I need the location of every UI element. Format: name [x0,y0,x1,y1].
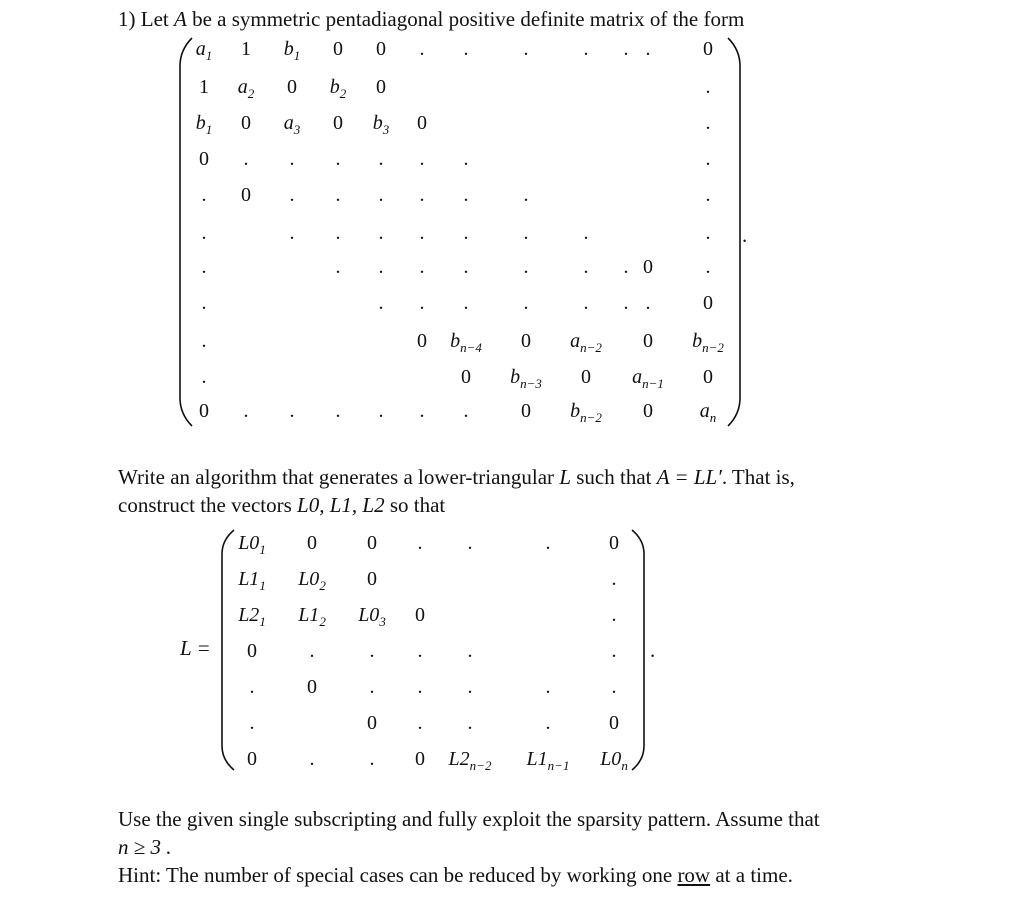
task-line1-eq: A = LL′ [656,465,722,489]
matrix-A-entry: $a_1$ [195,38,213,63]
matrix-A-entry: 0 [241,184,251,206]
matrix-A-entry: . [289,400,295,422]
matrix-A-entry: . [645,38,651,60]
task-line-1 [118,464,795,490]
matrix-A-entry: 0 [417,330,427,352]
matrix-A-entry: . [378,400,384,422]
matrix-L-entry: $L1_2$ [298,604,326,629]
matrix-A-entry: $b_1$ [195,112,213,137]
task-line-2 [118,492,445,518]
matrix-A-entry: 0 [461,366,471,388]
matrix-A-entry: 0 [417,112,427,134]
matrix-A-entry: . [335,184,341,206]
matrix-l-right-paren [628,528,648,772]
matrix-A-entry: . [201,256,207,278]
problem-number: 1) [118,7,136,31]
matrix-L-entry: $L1_1$ [238,568,266,593]
hint-pre: Hint: The number of special cases can be reduced by working one [118,863,673,887]
matrix-A-entry: 0 [199,148,209,170]
matrix-A-entry: . [705,112,711,134]
matrix-A-entry: . [583,38,589,60]
matrix-A-entry: . [463,400,469,422]
matrix-A-entry: . [201,222,207,244]
matrix-A-entry: $a_3$ [283,112,301,137]
matrix-A-entry: $b_2$ [329,76,347,101]
matrix-A-entry: . [705,148,711,170]
matrix-L-entry: . [369,640,375,662]
matrix-L-entry: 0 [609,532,619,554]
matrix-L-entry: . [467,712,473,734]
matrix-L-entry: $L0_3$ [358,604,386,629]
matrix-L-entry: . [249,676,255,698]
matrix-L-entry: . [309,748,315,770]
matrix-a-period: . [742,223,748,247]
matrix-A-entry: $b_{n-3}$ [510,366,542,391]
matrix-A-entry: $b_{n-4}$ [450,330,482,355]
task-line1-c: . That is, [721,465,795,489]
matrix-A-entry: . [243,400,249,422]
task-line1-b: such that [576,465,652,489]
matrix-A-entry: $b_{n-2}$ [570,400,602,425]
matrix-A-entry: . [419,184,425,206]
matrix-L-entry: . [417,532,423,554]
matrix-A-entry: 0 [333,38,343,60]
matrix-L-entry: . [369,748,375,770]
matrix-L-entry: . [545,532,551,554]
matrix-L-entry: 0 [367,532,377,554]
matrix-A-entry: 0 [703,38,713,60]
matrix-A-entry: . [623,256,629,278]
matrix-A-entry: . [583,222,589,244]
matrix-l-left-paren [218,528,238,772]
task-line2-vars: L0, L1, L2 [297,493,385,517]
matrix-A-entry: . [463,184,469,206]
matrix-A-entry: 0 [643,256,653,278]
matrix-L-entry: . [611,676,617,698]
matrix-A-entry: . [583,256,589,278]
matrix-A-entry: . [523,222,529,244]
matrix-a-left-paren [176,36,196,428]
matrix-L-entry: . [417,676,423,698]
matrix-A-entry: . [201,292,207,314]
matrix-L-entry: . [467,676,473,698]
matrix-A-entry: . [289,222,295,244]
matrix-L-entry: 0 [307,676,317,698]
matrix-A-entry: . [335,400,341,422]
matrix-A-entry: . [378,148,384,170]
matrix-A-entry: . [523,184,529,206]
matrix-A-entry: . [378,222,384,244]
matrix-A-entry: 0 [199,400,209,422]
matrix-A-entry: . [523,292,529,314]
matrix-A-entry: . [419,148,425,170]
matrix-L-entry: 0 [247,640,257,662]
intro-post: be a symmetric pentadiagonal positive definite matrix of the form [192,7,745,31]
matrix-A-entry: . [705,256,711,278]
matrix-A-entry: 0 [703,366,713,388]
matrix-A-entry: . [335,256,341,278]
matrix-A-entry: 0 [241,112,251,134]
hint-line [118,862,793,888]
task-line2-b: so that [389,493,446,517]
task-line1-a: Write an algorithm that generates a lower-triangular [118,465,555,489]
matrix-L-entry: 0 [415,748,425,770]
matrix-L-entry: $L0_1$ [238,532,266,557]
matrix-A-entry: . [243,148,249,170]
matrix-A-entry: . [335,222,341,244]
matrix-A-entry: . [523,38,529,60]
matrix-L-entry: . [369,676,375,698]
matrix-A-entry: . [523,256,529,278]
matrix-A-entry: 1 [241,38,251,60]
matrix-A-entry: . [463,148,469,170]
matrix-A-entry: $b_{n-2}$ [692,330,724,355]
matrix-A-entry: 0 [287,76,297,98]
matrix-l-period: . [650,638,656,662]
matrix-L-entry: $L0_2$ [298,568,326,593]
matrix-A-entry: . [623,38,629,60]
matrix-A-entry: 0 [376,38,386,60]
matrix-L-entry: . [611,604,617,626]
matrix-A-entry: . [583,292,589,314]
matrix-A-entry: . [289,148,295,170]
matrix-A-entry: . [289,184,295,206]
matrix-A-entry: . [419,256,425,278]
matrix-L-entry: . [249,712,255,734]
matrix-A-entry: . [201,184,207,206]
matrix-A-entry: . [623,292,629,314]
matrix-A-entry: . [201,330,207,352]
matrix-A-entry: $a_2$ [237,76,255,101]
matrix-A-entry: . [419,222,425,244]
hint-post: at a time. [715,863,793,887]
matrix-A-entry: . [201,366,207,388]
matrix-A-entry: . [378,256,384,278]
l-equals-label: L = [180,636,211,660]
matrix-L-entry: $L1_{n-1}$ [526,748,570,773]
task-line1-var: L [559,465,571,489]
matrix-A-entry: . [378,292,384,314]
matrix-A-entry: 0 [703,292,713,314]
matrix-A-entry: 0 [521,400,531,422]
matrix-L-entry: $L2_1$ [238,604,266,629]
matrix-A-entry: 1 [199,76,209,98]
matrix-A-entry: . [463,256,469,278]
matrix-A-entry: . [419,38,425,60]
matrix-A-entry: . [378,184,384,206]
matrix-A-entry: . [705,184,711,206]
matrix-L-entry: . [611,640,617,662]
matrix-A-entry: 0 [376,76,386,98]
matrix-A-entry: 0 [643,330,653,352]
matrix-A-entry: $a_{n-1}$ [632,366,664,391]
matrix-L-entry: . [417,640,423,662]
matrix-L-entry: 0 [415,604,425,626]
matrix-A-entry: $b_3$ [372,112,390,137]
matrix-L-entry: 0 [367,712,377,734]
matrix-A-entry: . [335,148,341,170]
matrix-A-entry: 0 [643,400,653,422]
matrix-A-entry: . [463,222,469,244]
matrix-L-entry: 0 [609,712,619,734]
matrix-A-entry: 0 [521,330,531,352]
matrix-A-entry: $a_{n-2}$ [570,330,602,355]
note-line-2: n ≥ 3 . [118,835,172,859]
matrix-L-entry: 0 [247,748,257,770]
matrix-L-entry: . [309,640,315,662]
matrix-A-entry: . [463,292,469,314]
matrix-L-entry: 0 [307,532,317,554]
matrix-A-entry: . [705,76,711,98]
matrix-A-entry: 0 [581,366,591,388]
matrix-A-entry: . [645,292,651,314]
task-line2-a: construct the vectors [118,493,292,517]
intro-pre: Let [140,7,169,31]
matrix-L-entry: . [417,712,423,734]
matrix-L-entry: . [545,676,551,698]
matrix-A-entry: 0 [333,112,343,134]
matrix-A-entry: $b_1$ [283,38,301,63]
note-line-1: Use the given single subscripting and fully exploit the sparsity pattern. Assume that [118,807,820,831]
matrix-A-entry: . [463,38,469,60]
hint-underlined: row [677,863,711,887]
matrix-A-entry: . [419,292,425,314]
matrix-L-entry: . [467,532,473,554]
intro-var: A [173,7,187,31]
matrix-L-entry: 0 [367,568,377,590]
matrix-L-entry: . [611,568,617,590]
matrix-L-entry: $L0_n$ [600,748,628,773]
problem-statement [118,6,744,32]
matrix-L-entry: . [545,712,551,734]
matrix-A-entry: . [705,222,711,244]
matrix-L-entry: $L2_{n-2}$ [448,748,492,773]
matrix-A-entry: $a_n$ [699,400,717,425]
matrix-a-right-paren [724,36,744,428]
matrix-L-entry: . [467,640,473,662]
matrix-A-entry: . [419,400,425,422]
